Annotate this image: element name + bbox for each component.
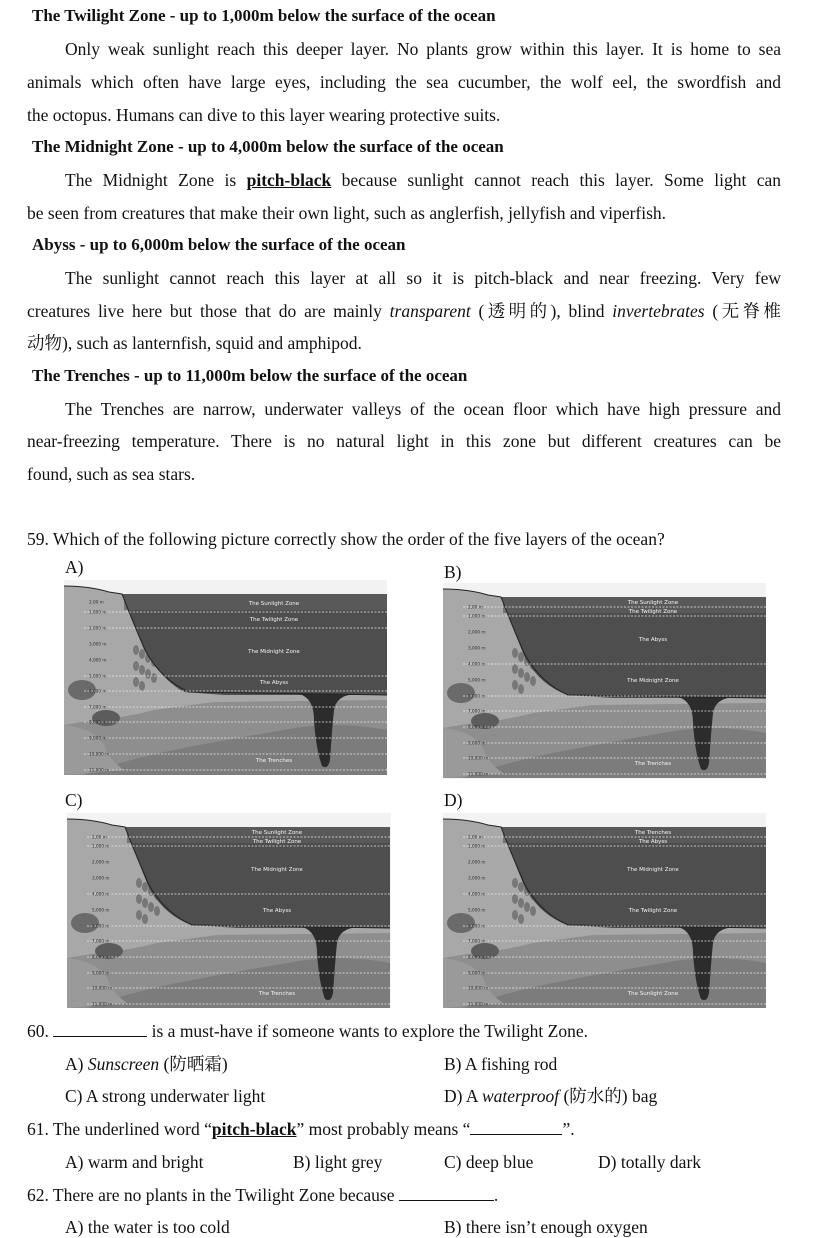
depth-label: 6,000 m (468, 693, 486, 699)
transparent-word: transparent (389, 301, 471, 321)
depth-label: 10,000 m (89, 751, 110, 757)
depth-label: 11,000 m (89, 767, 110, 773)
depth-label: 2,000 m (89, 625, 107, 631)
depth-label: 8,000 m (468, 954, 486, 960)
q61-option-b[interactable]: B) light grey (293, 1152, 383, 1172)
q61-text: ” most probably means “ (296, 1119, 471, 1139)
trenches-line-3: found, such as sea stars. (27, 464, 196, 484)
abyss-text: creatures live here but those that do are mainly (27, 301, 390, 321)
depth-label: 3,000 m (92, 875, 110, 881)
depth-label: 2,00 m (92, 834, 107, 840)
zone-label: The Abyss (638, 637, 668, 643)
depth-label: 9,000 m (468, 970, 486, 976)
depth-label: 2,00 m (468, 834, 483, 840)
q60-number: 60. (27, 1021, 49, 1041)
midnight-text: The Midnight Zone is (65, 170, 247, 190)
trenches-heading: The Trenches - up to 11,000m below the surface of the ocean (32, 366, 468, 385)
zone-label: The Trenches (255, 758, 293, 764)
depth-label: 5,000 m (468, 907, 486, 913)
q60-a-suffix: (防晒霜) (159, 1054, 228, 1074)
depth-label: 2,000 m (468, 629, 486, 635)
q61-text: 61. The underlined word “ (27, 1119, 212, 1139)
zone-label: The Trenches (634, 761, 672, 767)
zone-label: The Abyss (262, 908, 292, 914)
depth-label: 9,000 m (92, 970, 110, 976)
q61-underlined-word: pitch-black (211, 1119, 297, 1139)
q61-blank (470, 1120, 562, 1135)
abyss-line-2 (27, 300, 781, 322)
depth-label: 9,000 m (468, 740, 486, 746)
zone-label: The Sunlight Zone (627, 991, 679, 997)
depth-label: 5,000 m (468, 677, 486, 683)
q60-option-c[interactable]: C) A strong underwater light (65, 1086, 266, 1106)
depth-label: 8,000 m (92, 954, 110, 960)
depth-label: 3,000 m (468, 875, 486, 881)
depth-label: 8,000 m (468, 724, 486, 730)
q62-text: 62. There are no plants in the Twilight Zone because (27, 1185, 399, 1205)
midnight-line-2: be seen from creatures that make their own light, such as anglerfish, jellyfish and viperfish. (27, 203, 667, 223)
depth-label: 2,000 m (468, 859, 486, 865)
q60-d-suffix: (防水的) bag (559, 1086, 658, 1106)
q62-stem (27, 1184, 498, 1206)
depth-label: 11,000 m (468, 1001, 489, 1007)
midnight-line-1 (65, 169, 781, 191)
q59-option-a-label[interactable]: A) (65, 557, 84, 577)
q62-blank (399, 1186, 494, 1201)
zone-label: The Twilight Zone (249, 617, 299, 623)
zone-label: The Midnight Zone (627, 867, 679, 873)
zone-label: The Sunlight Zone (627, 600, 679, 606)
depth-label: 2,00 m (468, 604, 483, 610)
depth-label: 4,000 m (92, 891, 110, 897)
q59-option-d-label[interactable]: D) (444, 790, 463, 810)
abyss-text: (透明的), blind (470, 301, 613, 321)
zone-label: The Twilight Zone (628, 908, 678, 914)
twilight-line-2: animals which often have large eyes, including the sea cucumber, the wolf eel, the swordfish and (27, 72, 781, 92)
trenches-line-2: near-freezing temperature. There is no natural light in this zone but different creatures can be (27, 431, 781, 451)
q60-d-word: waterproof (481, 1086, 560, 1106)
depth-label: 6,000 m (92, 923, 110, 929)
zone-label: The Abyss (259, 680, 289, 686)
zone-label: The Abyss (638, 839, 668, 845)
q62-end: . (493, 1185, 499, 1205)
q61-option-a[interactable]: A) warm and bright (65, 1152, 204, 1172)
q60-blank (53, 1022, 147, 1037)
q60-d-prefix: D) A (444, 1086, 482, 1106)
twilight-heading: The Twilight Zone - up to 1,000m below the surface of the ocean (32, 6, 496, 25)
trenches-line-1: The Trenches are narrow, underwater valleys of the ocean floor which have high pressure and (65, 399, 781, 419)
zone-label: The Twilight Zone (252, 839, 302, 845)
midnight-heading: The Midnight Zone - up to 4,000m below the surface of the ocean (32, 137, 504, 156)
depth-label: 7,000 m (89, 704, 107, 710)
zone-label: The Sunlight Zone (251, 830, 303, 836)
pitch-black-underlined: pitch-black (246, 170, 332, 190)
depth-label: 3,000 m (89, 641, 107, 647)
abyss-line-3: 动物), such as lanternfish, squid and amphipod. (27, 333, 362, 353)
zone-label: The Midnight Zone (248, 649, 300, 655)
twilight-line-3: the octopus. Humans can dive to this layer wearing protective suits. (27, 105, 501, 125)
q61-stem (27, 1118, 575, 1140)
q60-option-d[interactable] (444, 1085, 657, 1107)
midnight-text: because sunlight cannot reach this layer. Some light can (331, 170, 781, 190)
depth-label: 5,000 m (89, 673, 107, 679)
q60-a-word: Sunscreen (87, 1054, 160, 1074)
ocean-diagram-a[interactable] (64, 580, 387, 775)
depth-label: 6,000 m (468, 923, 486, 929)
zone-label: The Midnight Zone (627, 678, 679, 684)
q60-text: is a must-have if someone wants to explore the Twilight Zone. (147, 1021, 588, 1041)
depth-label: 1,000 m (89, 609, 107, 615)
zone-label: The Midnight Zone (251, 867, 303, 873)
depth-label: 10,000 m (468, 755, 489, 761)
q61-text: ”. (562, 1119, 575, 1139)
zone-label: The Sunlight Zone (248, 601, 300, 607)
depth-label: 10,000 m (92, 985, 113, 991)
q60-stem (27, 1020, 588, 1042)
ocean-diagram-c[interactable] (67, 813, 391, 1008)
depth-label: 4,000 m (468, 891, 486, 897)
depth-label: 1,000 m (92, 843, 110, 849)
depth-label: 2,00 m (89, 599, 104, 605)
depth-label: 1,000 m (468, 613, 486, 619)
depth-label: 10,000 m (468, 985, 489, 991)
ocean-diagram-d[interactable] (443, 813, 766, 1008)
depth-label: 11,000 m (468, 771, 489, 777)
depth-label: 7,000 m (92, 938, 110, 944)
depth-label: 3,000 m (468, 645, 486, 651)
depth-label: 7,000 m (468, 938, 486, 944)
depth-label: 8,000 m (89, 719, 107, 725)
depth-label: 11,000 m (92, 1001, 113, 1007)
q61-option-c[interactable]: C) deep blue (444, 1152, 534, 1172)
abyss-text: (无脊椎 (704, 301, 782, 321)
abyss-line-1: The sunlight cannot reach this layer at all so it is pitch-black and near freezing. Very few (65, 268, 781, 288)
depth-label: 7,000 m (468, 708, 486, 714)
depth-label: 6,000 m (89, 688, 107, 694)
q60-a-prefix: A) (65, 1054, 88, 1074)
depth-label: 5,000 m (92, 907, 110, 913)
q61-option-d[interactable]: D) totally dark (598, 1152, 702, 1172)
depth-label: 4,000 m (89, 657, 107, 663)
q60-option-a[interactable] (65, 1053, 228, 1075)
q60-option-b[interactable]: B) A fishing rod (444, 1054, 558, 1074)
q59-option-b-label[interactable]: B) (444, 562, 462, 582)
depth-label: 4,000 m (468, 661, 486, 667)
ocean-diagram-b[interactable] (443, 583, 766, 779)
q62-option-a[interactable]: A) the water is too cold (65, 1217, 230, 1237)
zone-label: The Twilight Zone (628, 609, 678, 615)
abyss-heading: Abyss - up to 6,000m below the surface of the ocean (32, 235, 406, 254)
depth-label: 9,000 m (89, 735, 107, 741)
twilight-line-1: Only weak sunlight reach this deeper layer. No plants grow within this layer. It is home to sea (65, 39, 781, 59)
q62-option-b[interactable]: B) there isn’t enough oxygen (444, 1217, 648, 1237)
invertebrates-word: invertebrates (612, 301, 705, 321)
depth-label: 2,000 m (92, 859, 110, 865)
q59-text: 59. Which of the following picture correctly show the order of the five layers of the ocean? (27, 529, 665, 549)
q59-option-c-label[interactable]: C) (65, 790, 83, 810)
zone-label: The Trenches (258, 991, 296, 997)
zone-label: The Trenches (634, 830, 672, 836)
depth-label: 1,000 m (468, 843, 486, 849)
